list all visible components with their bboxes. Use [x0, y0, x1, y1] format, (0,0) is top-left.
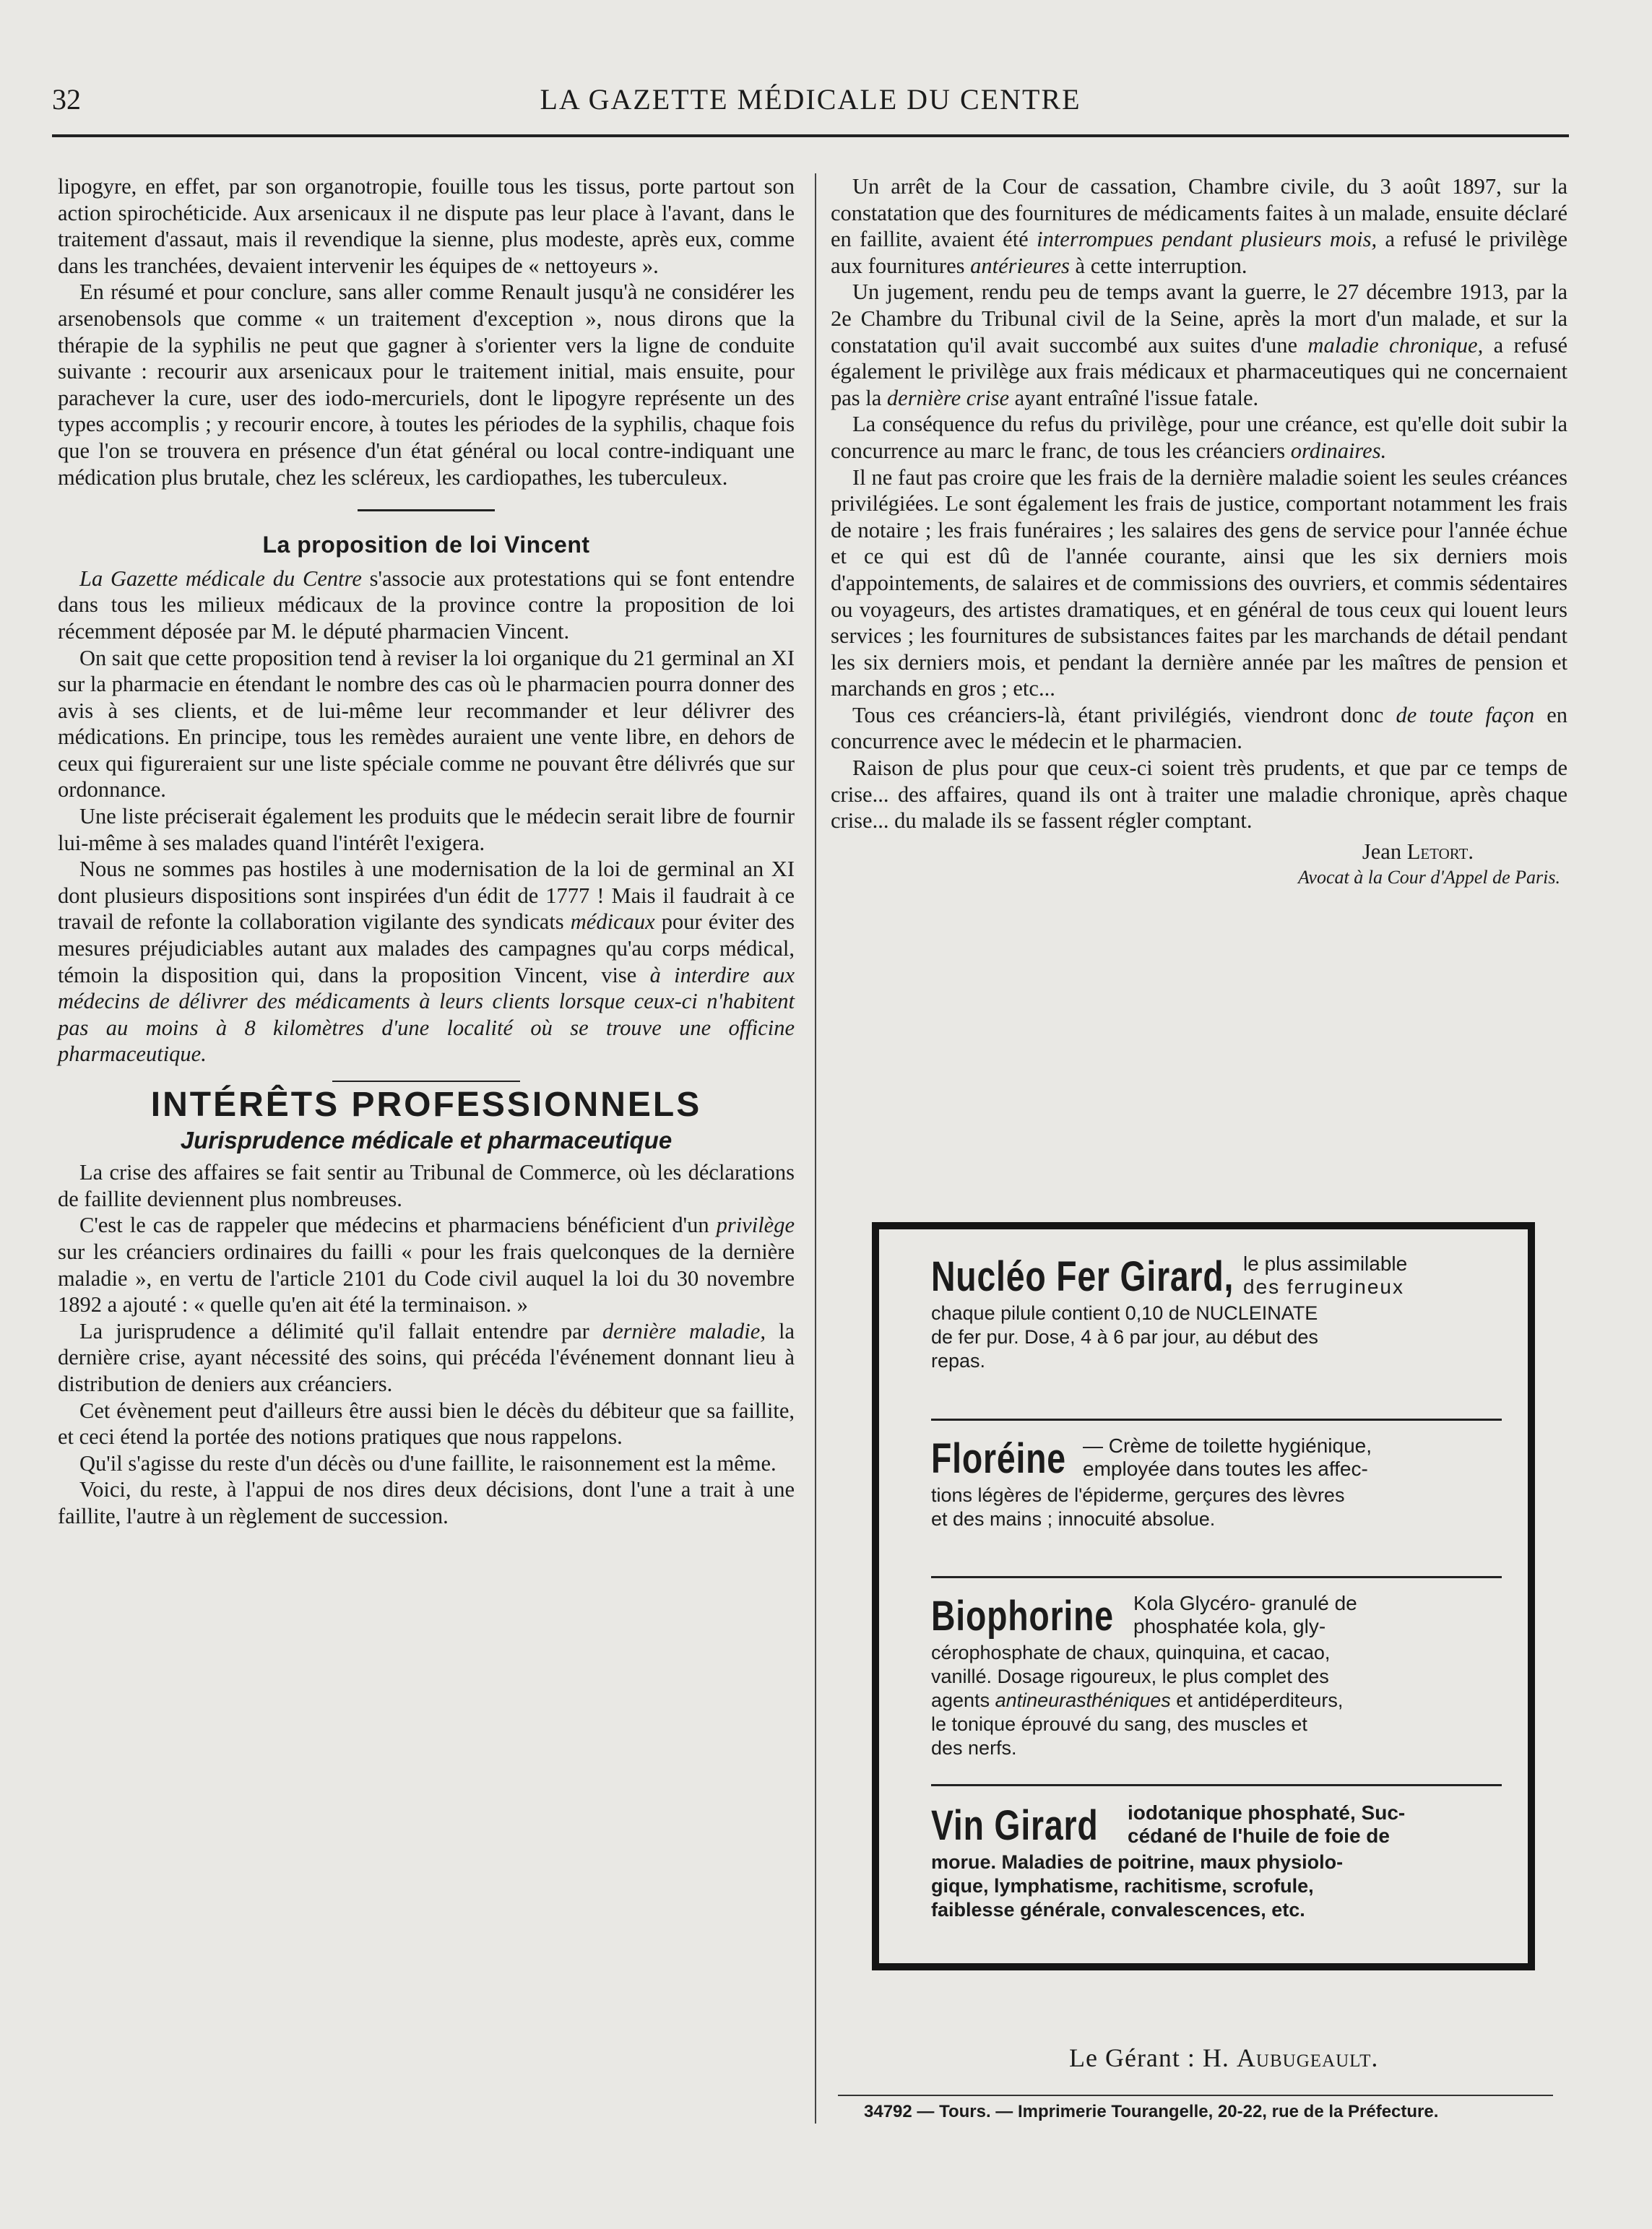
article-paragraph: Raison de plus pour que ceux-ci soient très prudents, et que par ce temps de crise... des affaires, quand ils ont à traiter une maladie chronique, après chaque crise... du malade ils se fassent régler comptant.: [831, 756, 1567, 834]
article-paragraph: Il ne faut pas croire que les frais de la dernière maladie soient les seules créances privilégiées. Le sont également les frais de justice, comportant notamment les frais de notaire ; les frais funéraires ; les salaires des gens de service pour l'année échue et ce qui est dû de l'année courante, ainsi que les six derniers mois d'appointements, de salaires et de commissions des ouvriers, et commis sédentaires ou voyageurs, des artistes dramatiques, et en général de tous ceux qui louent leurs services ; les fournitures de subsistances faites par les marchands de détail pendant les six derniers mois, et pendant la dernière année par les maîtres de pension et marchands en gros ; etc...: [831, 464, 1567, 701]
gerant-line: Le Gérant : H. Aubugeault.: [1069, 2043, 1379, 2072]
ad-nucleo-fer-girard: Nucléo Fer Girard, le plus assimilable des ferrugineux chaque pilule contient 0,10 de NUCLEINATE de fer pur. Dose, 4 à 6 par jour, au début des repas.: [931, 1252, 1408, 1372]
page-header: [52, 79, 1569, 123]
section-title-vincent: La proposition de loi Vincent: [262, 532, 590, 558]
article-paragraph: C'est le cas de rappeler que médecins et pharmaciens bénéficient d'un privilège sur les créanciers ordinaires du failli « pour les frais quelconques de la dernière maladie », en vertu de l'article 2101 du Code civil auquel la loi du 30 novembre 1892 a ajouté : « quelle qu'en ait été la terminaison. »: [58, 1213, 795, 1317]
article-paragraph: Un arrêt de la Cour de cassation, Chambre civile, du 3 août 1897, sur la constatation que des fournitures de médicaments faites à un malade, ensuite déclaré en faillite, avaient été interrompues pendant plusieurs mois, a refusé le privilège aux fournitures antérieures à cette interruption.: [831, 174, 1568, 278]
article-paragraph: Une liste préciserait également les produits que le médecin serait libre de fournir lui-même à ses malades quand l'intérêt l'exigera.: [58, 804, 795, 855]
article-paragraph: La conséquence du refus du privilège, pour une créance, est qu'elle doit subir la concurrence au marc le franc, de tous les créanciers ordinaires.: [831, 412, 1567, 463]
ad-brand-biophorine: Biophorine: [931, 1593, 1114, 1640]
article-paragraph: La crise des affaires se fait sentir au Tribunal de Commerce, où les déclarations de faillite deviennent plus nombreuses.: [58, 1160, 795, 1211]
header-rule: [52, 134, 1569, 137]
ad-text: iodotanique phosphaté, Suc- cédané de l'huile de foie de: [1128, 1801, 1406, 1847]
section-title-interets: INTÉRÊTS PROFESSIONNELS: [150, 1086, 702, 1124]
article-paragraph: La Gazette médicale du Centre s'associe aux protestations qui se font entendre dans tous les milieux médicaux de la province contre la proposition de loi récemment déposée par M. le député pharmacien Vincent.: [58, 566, 795, 644]
right-column: [831, 173, 1567, 891]
ad-text: — Crème de toilette hygiénique, employée dans toutes les affec-: [1083, 1434, 1372, 1480]
ad-biophorine: Biophorine Kola Glycéro- granulé de phosphatée kola, gly- cérophosphate de chaux, quinquina, et cacao, vanillé. Dosage rigoureux, le plus complet des agents antineurasthéniques et antidéperditeurs, le tonique éprouvé du sang, des muscles et des nerfs.: [931, 1592, 1357, 1759]
page-number: 32: [52, 83, 81, 116]
article-paragraph: On sait que cette proposition tend à reviser la loi organique du 21 germinal an XI sur la pharmacie en étendant le nombre des cas où le pharmacien pourra donner des avis à ses clients, et de lui-même leur recommander et leur délivrer des médications. En principe, tous les remèdes auraient une vente libre, en dehors de ceux qui figureraient sur une liste spéciale comme ne pouvant être délivrés que sur ordonnance.: [58, 645, 795, 802]
ad-separator: [931, 1576, 1502, 1578]
ad-brand-vin-girard: Vin Girard: [931, 1802, 1099, 1849]
article-paragraph: Tous ces créanciers-là, étant privilégiés, viendront donc de toute façon en concurrence avec le médecin et le pharmacien.: [831, 702, 1567, 754]
section-rule: [332, 1081, 520, 1082]
journal-name-italic: La Gazette médicale du Centre: [79, 566, 362, 591]
section-rule: [358, 509, 495, 511]
journal-title: LA GAZETTE MÉDICALE DU CENTRE: [540, 83, 1081, 116]
ad-separator: [931, 1419, 1502, 1421]
article-paragraph: Voici, du reste, à l'appui de nos dires deux décisions, dont l'une a trait à une faillite, l'autre à un règlement de succession.: [58, 1477, 795, 1528]
article-paragraph: Cet évènement peut d'ailleurs être aussi bien le décès du débiteur que sa faillite, et ceci étend la portée des notions pratiques que nous rappelons.: [58, 1398, 795, 1450]
article-paragraph: La jurisprudence a délimité qu'il fallait entendre par dernière maladie, la dernière crise, ayant nécessité des soins, qui précéda l'événement donnant lieu à distribution de deniers aux créanciers.: [58, 1318, 795, 1396]
article-paragraph: Qu'il s'agisse du reste d'un décès ou d'une faillite, le raisonnement est la même.: [79, 1450, 777, 1476]
section-subtitle-jurisprudence: Jurisprudence médicale et pharmaceutique: [180, 1126, 673, 1154]
ad-separator: [931, 1784, 1502, 1786]
article-paragraph: Nous ne sommes pas hostiles à une modernisation de la loi de germinal an XI dont plusieurs dispositions sont inspirées d'un édit de 1777 ! Mais il faudrait à ce travail de refonte la collaboration vigilante des syndicats médicaux pour éviter des mesures préjudiciables autant aux malades des campagnes qu'au corps médical, témoin la disposition qui, dans la proposition Vincent, vise à interdire aux médecins de délivrer des médicaments à leurs clients lorsque ceux-ci n'habitent pas au moins à 8 kilomètres d'une localité où se trouve une officine pharmaceutique.: [58, 857, 795, 1067]
author-role: Avocat à la Cour d'Appel de Paris.: [1297, 867, 1560, 888]
printer-imprint: 34792 — Tours. — Imprimerie Tourangelle, 20-22, rue de la Préfecture.: [864, 2102, 1439, 2121]
left-column: [58, 173, 795, 1530]
column-divider: [815, 173, 816, 2124]
author-signature: Jean Letort.: [1362, 839, 1474, 864]
ad-brand-floreine: Floréine: [931, 1435, 1066, 1482]
article-paragraph: Un jugement, rendu peu de temps avant la guerre, le 27 décembre 1913, par la 2e Chambre du Tribunal civil de la Seine, après la mort d'un malade, et sur la constatation qu'il avait succombé aux suites d'une maladie chronique, a refusé également le privilège aux frais médicaux et pharmaceutiques qui ne concernaient pas la dernière crise ayant entraîné l'issue fatale.: [831, 280, 1567, 410]
printer-rule: [838, 2095, 1553, 2096]
ad-text: Kola Glycéro- granulé de phosphatée kola, gly-: [1133, 1592, 1357, 1637]
article-paragraph: En résumé et pour conclure, sans aller comme Renault jusqu'à ne considérer les arsenobensols que comme « un traitement d'exception », nous dirons que la thérapie de la syphilis ne peut que gagner à s'orienter vers la ligne de conduite suivante : recourir aux arsenicaux pour le traitement initial, mais ensuite, pour parachever la cure, user des iodo-mercuriels, dont le lipogyre représente un des types accomplis ; y recourir encore, à toutes les périodes de la syphilis, chaque fois que l'on se trouvera en présence d'un état général ou local contre-indiquant une médication plus brutale, chez les scléreux, les cardiopathes, les tuberculeux.: [58, 280, 795, 490]
ad-vin-girard: Vin Girard iodotanique phosphaté, Suc- cédané de l'huile de foie de morue. Maladies de poitrine, maux physiolo- gique, lymphatisme, rachitisme, scrofule, faiblesse générale, convalescences, etc.: [931, 1801, 1406, 1921]
ad-floreine: Floréine — Crème de toilette hygiénique, employée dans toutes les affec- tions légères de l'épiderme, gerçures des lèvres et des mains ; innocuité absolue.: [931, 1434, 1372, 1530]
article-paragraph: lipogyre, en effet, par son organotropie, fouille tous les tissus, porte partout son action spirochéticide. Aux arsenicaux il ne dispute pas leur place à l'avant, dans le traitement d'assaut, mais il revendique la sienne, plus modeste, après eux, comme dans les tranchées, devaient intervenir les équipes de « nettoyeurs ».: [58, 174, 795, 278]
advertisement-box: [872, 1222, 1535, 1970]
ad-text: le plus assimilable des ferrugineux: [1243, 1252, 1408, 1298]
ad-brand-nucleo: Nucléo Fer Girard,: [931, 1253, 1234, 1300]
